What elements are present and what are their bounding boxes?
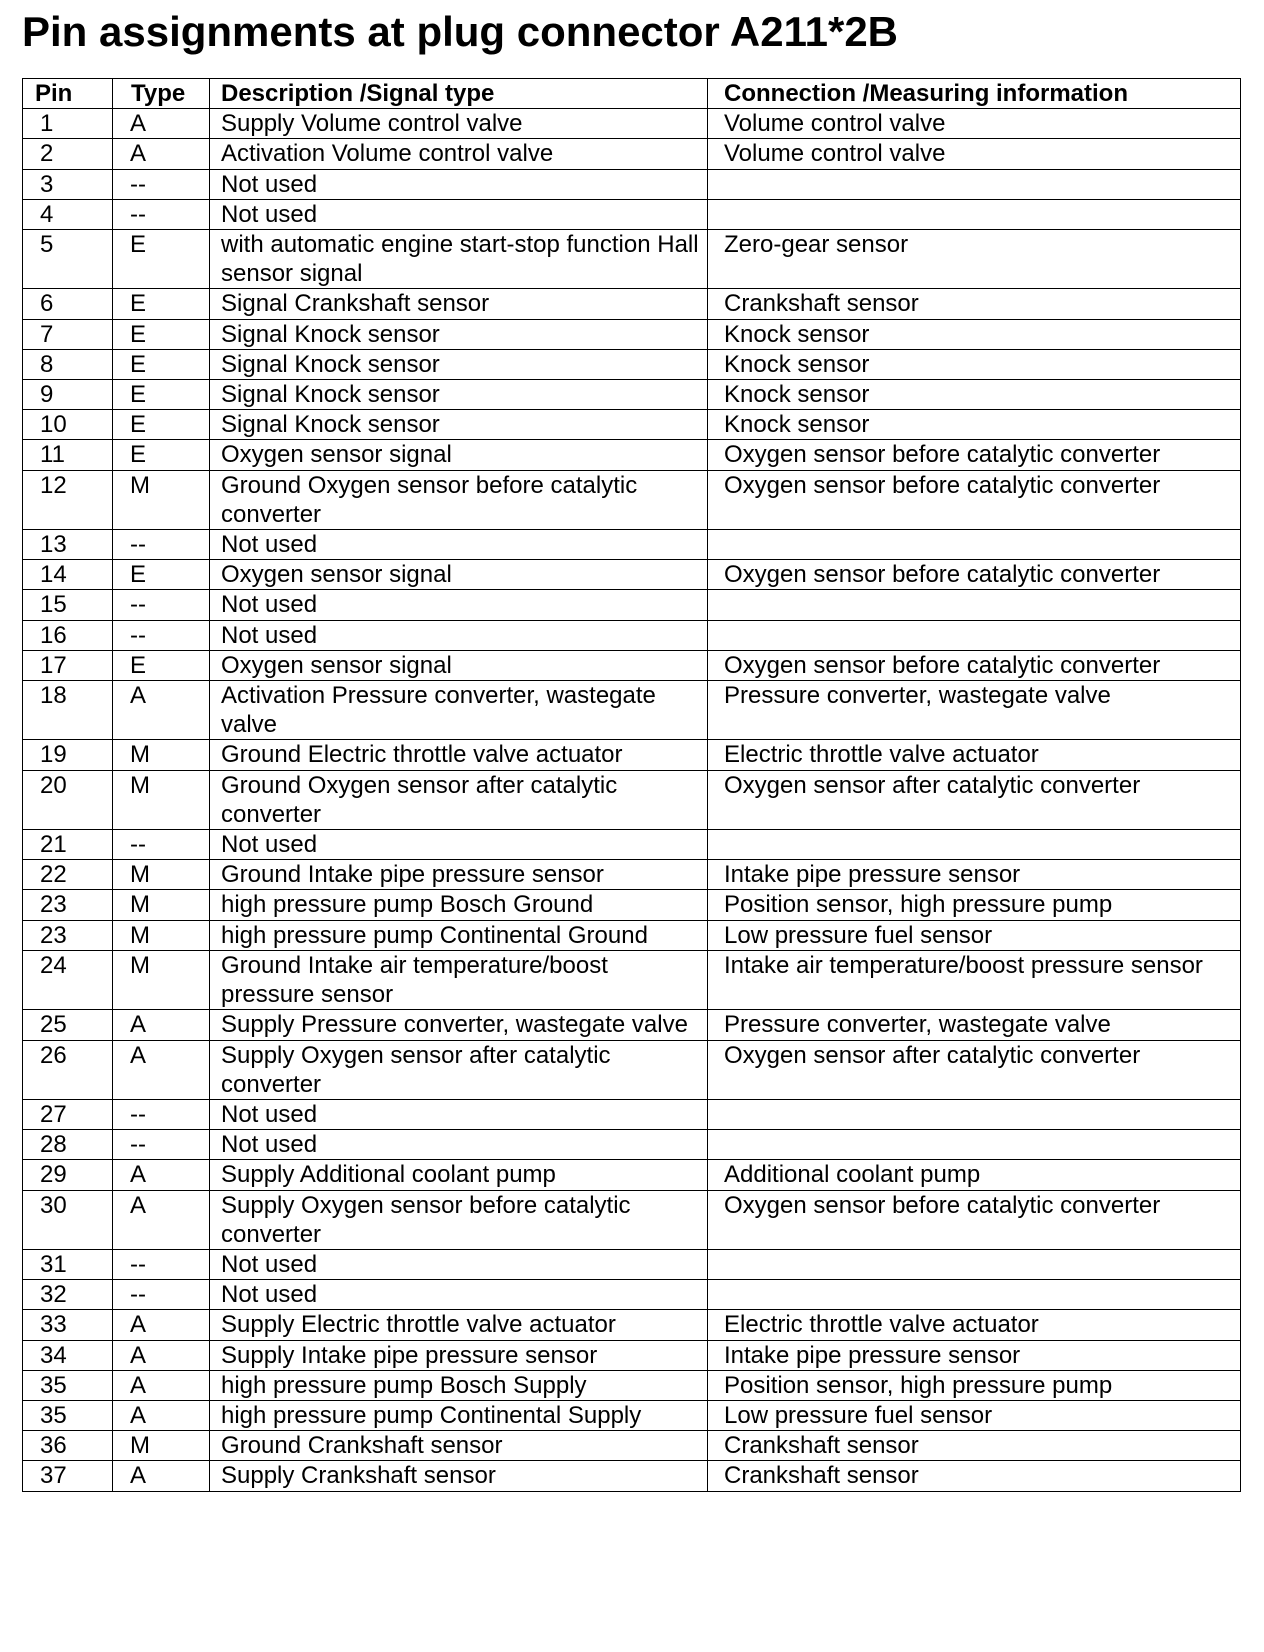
pin-cell: 16 (23, 620, 113, 650)
type-cell: E (113, 410, 210, 440)
pin-cell: 22 (23, 860, 113, 890)
pin-cell: 37 (23, 1461, 113, 1491)
type-cell: A (113, 681, 210, 740)
table-row (23, 1010, 1241, 1040)
description-cell: Supply Additional coolant pump (210, 1160, 708, 1190)
table-row (23, 560, 1241, 590)
description-cell: Supply Intake pipe pressure sensor (210, 1340, 708, 1370)
connection-cell: Oxygen sensor before catalytic converter (708, 470, 1241, 529)
type-cell: M (113, 950, 210, 1009)
pin-cell: 3 (23, 169, 113, 199)
pin-cell: 27 (23, 1099, 113, 1129)
table-row (23, 650, 1241, 680)
type-cell: M (113, 920, 210, 950)
connection-cell (708, 1099, 1241, 1129)
table-row (23, 319, 1241, 349)
connection-cell (708, 620, 1241, 650)
pin-cell: 33 (23, 1310, 113, 1340)
pin-cell: 10 (23, 410, 113, 440)
table-row (23, 139, 1241, 169)
description-cell: Ground Crankshaft sensor (210, 1431, 708, 1461)
description-cell: Not used (210, 830, 708, 860)
connection-cell (708, 1280, 1241, 1310)
type-cell: E (113, 440, 210, 470)
description-cell: with automatic engine start-stop function Hall sensor signal (210, 230, 708, 289)
table-row (23, 830, 1241, 860)
connection-cell: Knock sensor (708, 349, 1241, 379)
pin-cell: 9 (23, 380, 113, 410)
description-cell: Supply Volume control valve (210, 109, 708, 139)
connection-cell: Pressure converter, wastegate valve (708, 681, 1241, 740)
pin-assignment-table (22, 78, 1241, 1492)
table-row (23, 1310, 1241, 1340)
connection-cell (708, 1249, 1241, 1279)
pin-cell: 23 (23, 890, 113, 920)
type-cell: -- (113, 1249, 210, 1279)
type-cell: -- (113, 1130, 210, 1160)
type-cell: A (113, 1010, 210, 1040)
table-row (23, 169, 1241, 199)
type-cell: E (113, 230, 210, 289)
type-cell: E (113, 289, 210, 319)
connection-cell: Oxygen sensor before catalytic converter (708, 440, 1241, 470)
connection-cell: Oxygen sensor after catalytic converter (708, 770, 1241, 829)
pin-cell: 35 (23, 1370, 113, 1400)
description-cell: Ground Intake air temperature/boost pressure sensor (210, 950, 708, 1009)
pin-cell: 24 (23, 950, 113, 1009)
table-row (23, 1280, 1241, 1310)
description-cell: Not used (210, 530, 708, 560)
table-row (23, 860, 1241, 890)
type-cell: -- (113, 199, 210, 229)
pin-cell: 17 (23, 650, 113, 680)
connection-cell: Crankshaft sensor (708, 1461, 1241, 1491)
table-row (23, 1370, 1241, 1400)
connection-cell: Oxygen sensor after catalytic converter (708, 1040, 1241, 1099)
description-cell: Not used (210, 1099, 708, 1129)
type-cell: A (113, 1040, 210, 1099)
connection-cell: Intake pipe pressure sensor (708, 860, 1241, 890)
connection-cell: Volume control valve (708, 139, 1241, 169)
connection-cell: Oxygen sensor before catalytic converter (708, 560, 1241, 590)
connection-cell: Crankshaft sensor (708, 289, 1241, 319)
connection-cell: Additional coolant pump (708, 1160, 1241, 1190)
table-row (23, 1431, 1241, 1461)
connection-cell: Position sensor, high pressure pump (708, 1370, 1241, 1400)
pin-cell: 5 (23, 230, 113, 289)
pin-cell: 26 (23, 1040, 113, 1099)
type-cell: A (113, 1340, 210, 1370)
description-cell: Not used (210, 1130, 708, 1160)
table-row (23, 109, 1241, 139)
table-row (23, 920, 1241, 950)
table-row (23, 681, 1241, 740)
type-cell: A (113, 1160, 210, 1190)
type-cell: A (113, 1400, 210, 1430)
pin-cell: 6 (23, 289, 113, 319)
pin-cell: 32 (23, 1280, 113, 1310)
pin-cell: 25 (23, 1010, 113, 1040)
type-cell: A (113, 109, 210, 139)
table-row (23, 740, 1241, 770)
description-cell: Activation Volume control valve (210, 139, 708, 169)
table-row (23, 289, 1241, 319)
description-cell: high pressure pump Continental Ground (210, 920, 708, 950)
type-cell: M (113, 1431, 210, 1461)
pin-cell: 8 (23, 349, 113, 379)
connection-cell: Knock sensor (708, 319, 1241, 349)
description-cell: Oxygen sensor signal (210, 560, 708, 590)
type-cell: E (113, 560, 210, 590)
type-cell: A (113, 1370, 210, 1400)
type-cell: M (113, 740, 210, 770)
type-cell: E (113, 650, 210, 680)
pin-cell: 29 (23, 1160, 113, 1190)
description-cell: Not used (210, 590, 708, 620)
pin-cell: 21 (23, 830, 113, 860)
table-row (23, 1040, 1241, 1099)
connection-cell: Position sensor, high pressure pump (708, 890, 1241, 920)
type-cell: A (113, 1190, 210, 1249)
type-cell: M (113, 860, 210, 890)
pin-cell: 4 (23, 199, 113, 229)
table-row (23, 890, 1241, 920)
page-title: Pin assignments at plug connector A211*2B (22, 8, 899, 55)
description-cell: Ground Electric throttle valve actuator (210, 740, 708, 770)
description-cell: Not used (210, 1249, 708, 1279)
table-row (23, 380, 1241, 410)
connection-cell: Electric throttle valve actuator (708, 1310, 1241, 1340)
table-row (23, 1130, 1241, 1160)
description-cell: Signal Knock sensor (210, 380, 708, 410)
description-cell: Supply Electric throttle valve actuator (210, 1310, 708, 1340)
pin-cell: 18 (23, 681, 113, 740)
connection-cell (708, 530, 1241, 560)
connection-cell: Knock sensor (708, 380, 1241, 410)
description-cell: Ground Oxygen sensor after catalytic converter (210, 770, 708, 829)
pin-cell: 20 (23, 770, 113, 829)
description-cell: Oxygen sensor signal (210, 440, 708, 470)
type-cell: -- (113, 169, 210, 199)
type-cell: E (113, 380, 210, 410)
table-row (23, 230, 1241, 289)
description-cell: Ground Intake pipe pressure sensor (210, 860, 708, 890)
pin-cell: 28 (23, 1130, 113, 1160)
pin-cell: 11 (23, 440, 113, 470)
table-row (23, 410, 1241, 440)
description-cell: Ground Oxygen sensor before catalytic converter (210, 470, 708, 529)
type-cell: -- (113, 620, 210, 650)
description-cell: high pressure pump Continental Supply (210, 1400, 708, 1430)
table-body (23, 109, 1241, 1491)
description-cell: Oxygen sensor signal (210, 650, 708, 680)
description-cell: Signal Knock sensor (210, 410, 708, 440)
description-cell: Signal Knock sensor (210, 319, 708, 349)
table-row (23, 620, 1241, 650)
connection-cell: Knock sensor (708, 410, 1241, 440)
description-cell: Activation Pressure converter, wastegate valve (210, 681, 708, 740)
connection-cell: Low pressure fuel sensor (708, 1400, 1241, 1430)
table-row (23, 440, 1241, 470)
type-cell: -- (113, 1099, 210, 1129)
pin-column-header: Pin (23, 79, 113, 109)
connection-cell: Low pressure fuel sensor (708, 920, 1241, 950)
connection-cell: Pressure converter, wastegate valve (708, 1010, 1241, 1040)
type-cell: A (113, 1310, 210, 1340)
pin-cell: 13 (23, 530, 113, 560)
connection-cell: Volume control valve (708, 109, 1241, 139)
type-cell: E (113, 319, 210, 349)
description-cell: Supply Oxygen sensor after catalytic converter (210, 1040, 708, 1099)
pin-cell: 19 (23, 740, 113, 770)
type-cell: A (113, 1461, 210, 1491)
connection-cell: Crankshaft sensor (708, 1431, 1241, 1461)
description-cell: Not used (210, 1280, 708, 1310)
table-row (23, 1249, 1241, 1279)
connection-cell (708, 169, 1241, 199)
table-row (23, 1400, 1241, 1430)
description-cell: Supply Oxygen sensor before catalytic converter (210, 1190, 708, 1249)
table-row (23, 590, 1241, 620)
table-row (23, 770, 1241, 829)
table-row (23, 950, 1241, 1009)
table-row (23, 1340, 1241, 1370)
description-cell: high pressure pump Bosch Supply (210, 1370, 708, 1400)
pin-cell: 31 (23, 1249, 113, 1279)
type-cell: M (113, 890, 210, 920)
pin-cell: 12 (23, 470, 113, 529)
type-cell: -- (113, 530, 210, 560)
pin-cell: 23 (23, 920, 113, 950)
description-cell: Supply Crankshaft sensor (210, 1461, 708, 1491)
connection-column-header: Connection /Measuring information (708, 79, 1241, 109)
pin-cell: 36 (23, 1431, 113, 1461)
description-cell: Signal Knock sensor (210, 349, 708, 379)
type-cell: M (113, 770, 210, 829)
description-cell: Not used (210, 169, 708, 199)
connection-cell: Oxygen sensor before catalytic converter (708, 1190, 1241, 1249)
type-column-header: Type (113, 79, 210, 109)
type-cell: M (113, 470, 210, 529)
type-cell: -- (113, 1280, 210, 1310)
connection-cell (708, 1130, 1241, 1160)
pin-cell: 14 (23, 560, 113, 590)
pin-cell: 2 (23, 139, 113, 169)
table-row (23, 1190, 1241, 1249)
connection-cell: Electric throttle valve actuator (708, 740, 1241, 770)
pin-cell: 15 (23, 590, 113, 620)
table-header-row (23, 79, 1241, 109)
table-row (23, 1160, 1241, 1190)
pin-cell: 34 (23, 1340, 113, 1370)
type-cell: -- (113, 830, 210, 860)
description-column-header: Description /Signal type (210, 79, 708, 109)
description-cell: Not used (210, 620, 708, 650)
connection-cell: Intake air temperature/boost pressure sensor (708, 950, 1241, 1009)
connection-cell (708, 590, 1241, 620)
table-row (23, 470, 1241, 529)
description-cell: high pressure pump Bosch Ground (210, 890, 708, 920)
table-row (23, 349, 1241, 379)
description-cell: Signal Crankshaft sensor (210, 289, 708, 319)
table-row (23, 1099, 1241, 1129)
description-cell: Not used (210, 199, 708, 229)
table-row (23, 530, 1241, 560)
table-row (23, 1461, 1241, 1491)
connection-cell: Intake pipe pressure sensor (708, 1340, 1241, 1370)
pin-cell: 1 (23, 109, 113, 139)
connection-cell: Zero-gear sensor (708, 230, 1241, 289)
type-cell: -- (113, 590, 210, 620)
connection-cell: Oxygen sensor before catalytic converter (708, 650, 1241, 680)
pin-cell: 7 (23, 319, 113, 349)
connection-cell (708, 830, 1241, 860)
type-cell: A (113, 139, 210, 169)
pin-cell: 35 (23, 1400, 113, 1430)
type-cell: E (113, 349, 210, 379)
description-cell: Supply Pressure converter, wastegate valve (210, 1010, 708, 1040)
connection-cell (708, 199, 1241, 229)
pin-cell: 30 (23, 1190, 113, 1249)
table-row (23, 199, 1241, 229)
